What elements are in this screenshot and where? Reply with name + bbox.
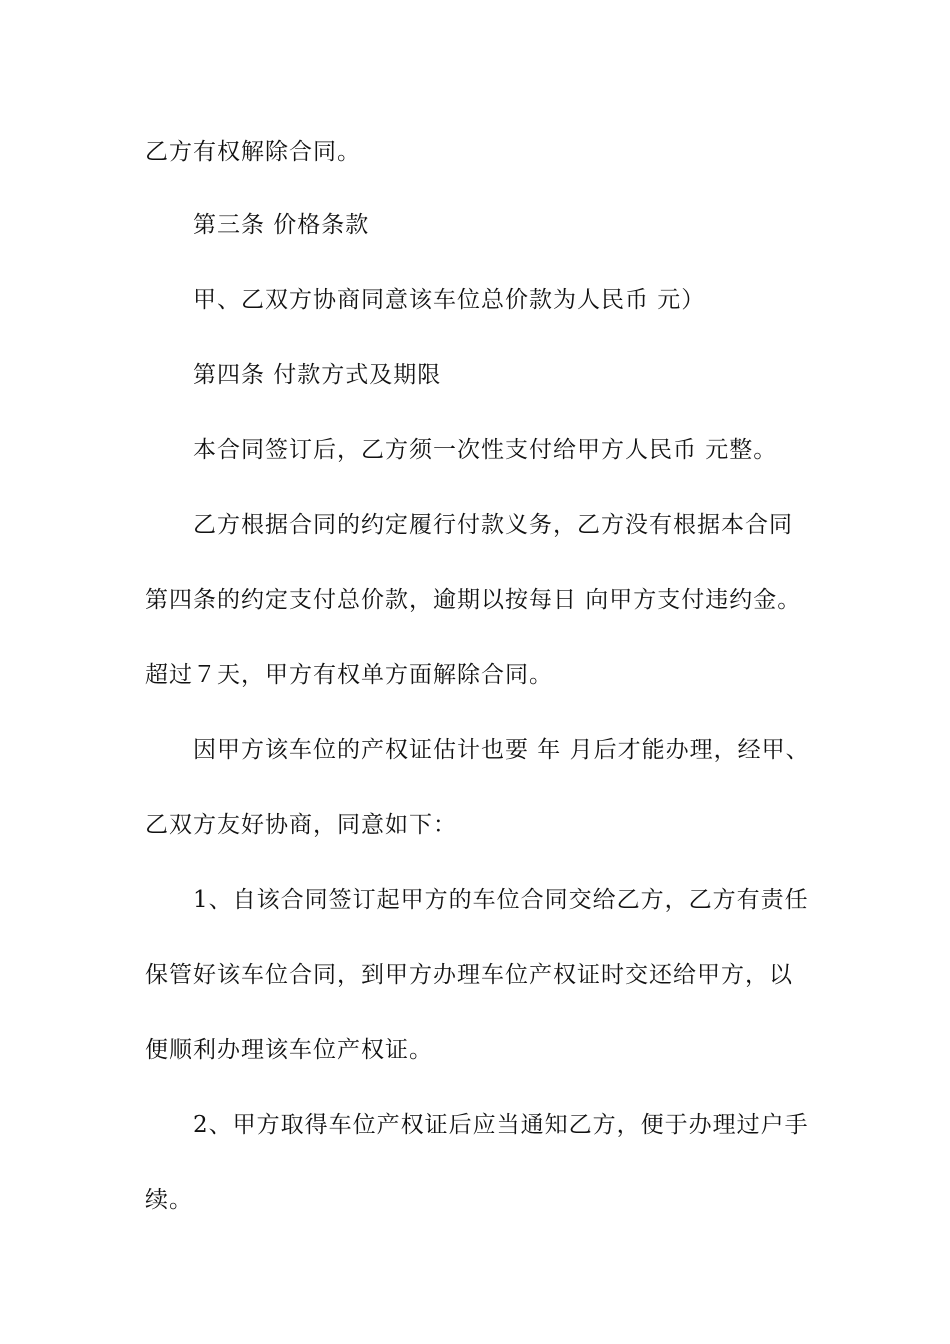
text-line-certificate-1: 因甲方该车位的产权证估计也要 年 月后才能办理，经甲、	[193, 737, 810, 763]
item-2-line-1: 2、甲方取得车位产权证后应当通知乙方，便于办理过户手	[193, 1112, 809, 1138]
item-2-line-2: 续。	[145, 1187, 193, 1213]
article-3-heading: 第三条 价格条款	[193, 212, 370, 238]
text-line-certificate-2: 乙双方友好协商，同意如下：	[145, 812, 457, 838]
item-1-line-3: 便顺利办理该车位产权证。	[145, 1037, 433, 1063]
text-line-price: 甲、乙双方协商同意该车位总价款为人民币 元）	[193, 287, 706, 313]
text-line-payment: 本合同签订后，乙方须一次性支付给甲方人民币 元整。	[193, 437, 778, 463]
text-line-continuation: 乙方有权解除合同。	[145, 139, 361, 165]
article-4-heading: 第四条 付款方式及期限	[193, 362, 442, 388]
text-line-obligation-1: 乙方根据合同的约定履行付款义务，乙方没有根据本合同	[193, 512, 793, 538]
text-line-obligation-3: 超过７天，甲方有权单方面解除合同。	[145, 662, 553, 688]
item-1-line-2: 保管好该车位合同，到甲方办理车位产权证时交还给甲方，以	[145, 962, 793, 988]
item-1-line-1: 1、自该合同签订起甲方的车位合同交给乙方，乙方有责任	[193, 887, 809, 913]
text-line-obligation-2: 第四条的约定支付总价款，逾期以按每日 向甲方支付违约金。	[145, 587, 802, 613]
